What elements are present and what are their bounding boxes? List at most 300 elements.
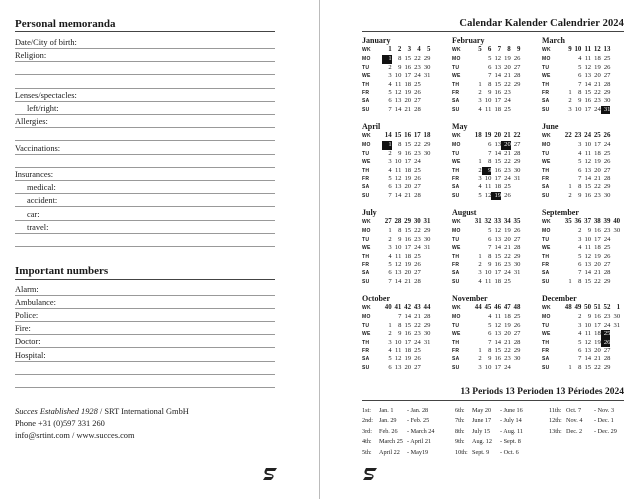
- day-label: TU: [452, 64, 460, 71]
- wk-label: WK: [452, 305, 461, 311]
- date-cell: 7: [578, 269, 582, 277]
- date-cell: [562, 236, 572, 244]
- date-cell: 3: [388, 158, 392, 166]
- date-cell: 12: [484, 191, 492, 199]
- date-cell: 6: [578, 166, 582, 174]
- date-cell: 24: [504, 174, 511, 182]
- week-number: 28: [394, 218, 402, 225]
- day-label: SU: [452, 364, 460, 371]
- form-line: [15, 155, 275, 168]
- date-cell: 9: [398, 235, 402, 243]
- day-row: [362, 167, 448, 175]
- date-cell: 26: [603, 63, 611, 71]
- day-label: TU: [362, 64, 370, 71]
- date-cell: 6: [388, 363, 392, 371]
- date-cell: 28: [513, 149, 521, 157]
- week-numbers-row: [542, 304, 628, 312]
- period-start: Sept. 9: [472, 448, 490, 456]
- day-row: [452, 158, 538, 166]
- month-november: [452, 294, 538, 372]
- date-cell: 8: [578, 363, 582, 371]
- day-label: TU: [362, 236, 370, 243]
- date-cell: 25: [603, 149, 611, 157]
- publisher-footer: [15, 406, 189, 442]
- date-cell: 17: [494, 363, 502, 371]
- day-label: SU: [542, 106, 550, 113]
- company-suffix: / SRT International GmbH: [97, 407, 189, 416]
- date-cell: 16: [404, 149, 412, 157]
- date-cell: 6: [388, 97, 392, 105]
- week-number: 9: [516, 46, 521, 53]
- date-cell: 1: [478, 80, 482, 88]
- date-cell: 27: [513, 330, 521, 338]
- date-cell: 21: [504, 72, 511, 80]
- date-cell: 12: [394, 88, 402, 96]
- date-cell: 23: [504, 260, 511, 268]
- highlighted-date: 20: [501, 141, 511, 149]
- month-september: [542, 208, 628, 286]
- period-start: April 22: [379, 448, 400, 456]
- date-cell: 19: [594, 63, 601, 71]
- date-cell: [562, 322, 572, 330]
- day-label: TH: [362, 339, 370, 346]
- day-row: [542, 175, 628, 183]
- date-cell: 5: [488, 227, 492, 235]
- date-cell: 2: [388, 149, 392, 157]
- date-cell: 27: [603, 166, 611, 174]
- form-line: [15, 234, 275, 247]
- date-cell: 29: [603, 88, 611, 96]
- date-cell: 20: [504, 235, 511, 243]
- wk-label: WK: [452, 219, 461, 225]
- highlighted-date: 31: [601, 106, 611, 114]
- date-cell: 29: [423, 321, 431, 329]
- week-number: 49: [574, 304, 582, 311]
- date-cell: 26: [414, 260, 421, 268]
- period-start: Jan. 29: [379, 417, 397, 425]
- week-numbers-row: [362, 304, 448, 312]
- date-cell: 24: [414, 72, 421, 80]
- month-december: [542, 294, 628, 372]
- form-line: [15, 194, 275, 207]
- date-cell: 11: [584, 55, 592, 63]
- date-cell: 7: [388, 191, 392, 199]
- week-number: 31: [423, 218, 431, 225]
- form-line: [15, 221, 275, 234]
- date-cell: 12: [584, 252, 592, 260]
- day-label: TH: [452, 167, 460, 174]
- date-cell: 12: [584, 338, 592, 346]
- date-cell: [511, 97, 521, 105]
- day-label: FR: [452, 261, 460, 268]
- date-cell: 25: [504, 183, 511, 191]
- date-cell: 3: [388, 338, 392, 346]
- date-cell: 7: [488, 338, 492, 346]
- date-cell: 27: [414, 363, 421, 371]
- date-cell: 22: [414, 55, 421, 63]
- day-row: [542, 236, 628, 244]
- date-cell: 20: [594, 72, 601, 80]
- date-cell: 26: [414, 174, 421, 182]
- date-cell: 30: [423, 149, 431, 157]
- date-cell: 19: [504, 55, 511, 63]
- week-number: 26: [603, 132, 611, 139]
- day-row: [362, 141, 448, 149]
- day-row: [452, 236, 538, 244]
- week-number: 50: [584, 304, 592, 311]
- week-number: 40: [613, 218, 621, 225]
- week-numbers-row: [542, 46, 628, 54]
- day-label: MO: [542, 228, 551, 235]
- date-cell: 3: [578, 235, 582, 243]
- day-row: [452, 227, 538, 235]
- date-cell: [511, 89, 521, 97]
- day-row: [542, 269, 628, 277]
- day-label: SA: [362, 356, 370, 363]
- date-cell: 24: [504, 97, 511, 105]
- day-row: [452, 244, 538, 252]
- date-cell: 17: [404, 244, 412, 252]
- date-cell: [421, 167, 431, 175]
- date-cell: [382, 313, 392, 321]
- wk-label: WK: [362, 219, 371, 225]
- date-cell: 11: [584, 149, 592, 157]
- date-cell: 12: [584, 158, 592, 166]
- date-cell: 28: [414, 277, 421, 285]
- day-label: SA: [452, 356, 460, 363]
- week-number: 42: [404, 304, 412, 311]
- date-cell: 26: [414, 355, 421, 363]
- highlighted-date: 25: [601, 330, 611, 338]
- form-label: Date/City of birth:: [15, 38, 77, 47]
- date-cell: 15: [494, 80, 502, 88]
- date-cell: [610, 364, 620, 372]
- date-cell: 25: [504, 105, 511, 113]
- date-cell: 2: [478, 166, 482, 174]
- day-label: TH: [362, 81, 370, 88]
- week-numbers-row: [362, 132, 448, 140]
- date-cell: 15: [494, 158, 502, 166]
- date-cell: 4: [388, 80, 392, 88]
- week-number: 45: [484, 304, 492, 311]
- date-cell: 31: [423, 338, 431, 346]
- period-row: [549, 427, 622, 437]
- date-cell: 7: [488, 244, 492, 252]
- week-number: 8: [507, 46, 511, 53]
- period-end: - Aug. 11: [500, 427, 523, 435]
- day-label: FR: [452, 347, 460, 354]
- date-cell: 25: [513, 313, 521, 321]
- day-row: [362, 278, 448, 286]
- month-march: [542, 36, 628, 114]
- week-number: 1: [616, 304, 621, 311]
- date-cell: 8: [398, 141, 402, 149]
- date-cell: [562, 269, 572, 277]
- day-row: [362, 106, 448, 114]
- week-number: 37: [584, 218, 592, 225]
- date-cell: [562, 253, 572, 261]
- form-line: [15, 142, 275, 155]
- week-number: 23: [574, 132, 582, 139]
- date-cell: 16: [494, 260, 502, 268]
- date-cell: [472, 141, 482, 149]
- date-cell: 17: [594, 141, 601, 149]
- week-number: 31: [474, 218, 482, 225]
- date-cell: 6: [578, 346, 582, 354]
- date-cell: 19: [404, 260, 412, 268]
- date-cell: 8: [578, 183, 582, 191]
- date-cell: 24: [414, 158, 421, 166]
- date-cell: [610, 253, 620, 261]
- date-cell: 13: [584, 260, 592, 268]
- date-cell: 12: [394, 260, 402, 268]
- period-row: [362, 448, 435, 458]
- date-cell: 2: [388, 235, 392, 243]
- day-label: FR: [542, 347, 550, 354]
- week-number: 44: [423, 304, 431, 311]
- date-cell: 17: [404, 72, 412, 80]
- date-cell: 16: [494, 355, 502, 363]
- day-label: TU: [452, 322, 460, 329]
- month-april: [362, 122, 448, 200]
- day-label: WE: [362, 245, 371, 252]
- period-row: [362, 406, 435, 416]
- period-number: 2nd:: [362, 417, 374, 425]
- form-label: Lenses/spectacles:: [15, 90, 77, 100]
- day-row: [542, 347, 628, 355]
- month-july: [362, 208, 448, 286]
- week-number: 22: [564, 132, 572, 139]
- date-cell: 5: [578, 252, 582, 260]
- date-cell: 14: [584, 80, 592, 88]
- date-cell: 16: [584, 191, 592, 199]
- date-cell: 29: [603, 363, 611, 371]
- highlighted-date: 1: [382, 55, 392, 63]
- date-cell: 25: [414, 252, 421, 260]
- date-cell: 15: [584, 363, 592, 371]
- form-label: left/right:: [27, 104, 59, 113]
- day-label: MO: [362, 228, 371, 235]
- date-cell: 5: [488, 321, 492, 329]
- date-cell: 24: [603, 141, 611, 149]
- date-cell: 16: [594, 313, 601, 321]
- day-row: [452, 355, 538, 363]
- date-cell: 11: [395, 166, 402, 174]
- date-cell: 11: [485, 277, 492, 285]
- date-cell: [610, 269, 620, 277]
- day-label: SA: [542, 98, 550, 105]
- week-number: 21: [503, 132, 511, 139]
- period-start: Oct. 7: [566, 407, 582, 414]
- date-cell: 28: [423, 313, 431, 321]
- date-cell: [421, 175, 431, 183]
- week-number: 33: [494, 218, 502, 225]
- date-cell: 24: [603, 235, 611, 243]
- wk-label: WK: [542, 219, 551, 225]
- date-cell: 4: [478, 183, 482, 191]
- date-cell: 6: [388, 183, 392, 191]
- date-cell: 7: [398, 313, 402, 321]
- date-cell: 8: [398, 227, 402, 235]
- day-row: [542, 244, 628, 252]
- week-number: 43: [413, 304, 421, 311]
- date-cell: 3: [388, 244, 392, 252]
- date-cell: 22: [414, 227, 421, 235]
- date-cell: 14: [584, 174, 592, 182]
- date-cell: 20: [594, 346, 601, 354]
- date-cell: 24: [414, 244, 421, 252]
- date-cell: [421, 261, 431, 269]
- month-name: March: [542, 36, 565, 45]
- date-cell: 29: [513, 80, 521, 88]
- date-cell: [562, 227, 572, 235]
- date-cell: 13: [394, 97, 402, 105]
- date-cell: 18: [594, 149, 601, 157]
- date-cell: 22: [504, 346, 511, 354]
- date-cell: 31: [613, 321, 621, 329]
- day-row: [542, 322, 628, 330]
- date-cell: 19: [594, 158, 601, 166]
- date-cell: 13: [494, 63, 502, 71]
- week-number: 39: [603, 218, 611, 225]
- week-number: 38: [593, 218, 601, 225]
- date-cell: 14: [584, 269, 592, 277]
- date-cell: [610, 339, 620, 347]
- date-cell: [472, 55, 482, 63]
- date-cell: 28: [603, 355, 611, 363]
- date-cell: 25: [414, 346, 421, 354]
- week-numbers-row: [452, 46, 538, 54]
- date-cell: 20: [404, 269, 412, 277]
- date-cell: 17: [494, 174, 502, 182]
- day-row: [542, 89, 628, 97]
- period-start: Dec. 2: [566, 427, 583, 435]
- day-row: [542, 81, 628, 89]
- date-cell: 15: [404, 55, 412, 63]
- form-line: [15, 283, 275, 296]
- wk-label: WK: [362, 133, 371, 139]
- date-cell: 30: [613, 313, 621, 321]
- period-end: - July 14: [500, 417, 522, 425]
- date-cell: 23: [603, 227, 611, 235]
- date-cell: 29: [423, 141, 431, 149]
- periods-column: [549, 406, 622, 437]
- date-cell: 1: [478, 252, 482, 260]
- date-cell: 23: [414, 149, 421, 157]
- wk-label: WK: [542, 133, 551, 139]
- month-name: June: [542, 122, 559, 131]
- form-label: Police:: [15, 311, 39, 321]
- date-cell: 13: [494, 141, 502, 149]
- date-cell: 17: [404, 338, 412, 346]
- month-may: [452, 122, 538, 200]
- date-cell: 21: [594, 174, 601, 182]
- date-cell: 27: [513, 235, 521, 243]
- day-label: SA: [542, 184, 550, 191]
- date-cell: 2: [578, 227, 582, 235]
- day-row: [452, 364, 538, 372]
- date-cell: 8: [488, 80, 492, 88]
- form-line: [15, 102, 275, 115]
- date-cell: 20: [404, 97, 412, 105]
- form-line: [15, 296, 275, 309]
- period-end: - Jan. 28: [407, 407, 429, 414]
- week-number: 48: [513, 304, 521, 311]
- date-cell: 26: [603, 158, 611, 166]
- date-cell: [610, 236, 620, 244]
- date-cell: 18: [494, 183, 502, 191]
- day-row: [452, 313, 538, 321]
- day-label: FR: [452, 175, 460, 182]
- period-start: Aug. 12: [472, 438, 492, 446]
- date-cell: 2: [568, 191, 572, 199]
- date-cell: 7: [488, 149, 492, 157]
- form-line: [15, 208, 275, 221]
- date-cell: 19: [504, 227, 511, 235]
- week-number: 16: [404, 132, 412, 139]
- day-row: [452, 278, 538, 286]
- date-cell: [562, 64, 572, 72]
- date-cell: 12: [394, 355, 402, 363]
- date-cell: 25: [414, 166, 421, 174]
- date-cell: 14: [394, 277, 402, 285]
- date-cell: 14: [394, 105, 402, 113]
- date-cell: 10: [584, 321, 592, 329]
- date-cell: 6: [578, 72, 582, 80]
- day-label: TH: [452, 339, 460, 346]
- date-cell: 19: [594, 252, 601, 260]
- day-label: SA: [452, 98, 460, 105]
- week-number: 35: [564, 218, 572, 225]
- form-label: Hospital:: [15, 350, 46, 360]
- date-cell: 18: [404, 80, 412, 88]
- date-cell: 26: [603, 252, 611, 260]
- date-cell: [472, 244, 482, 252]
- day-row: [452, 347, 538, 355]
- day-label: FR: [452, 89, 460, 96]
- logo-icon: [262, 467, 278, 481]
- date-cell: 30: [513, 355, 521, 363]
- date-cell: 28: [414, 191, 421, 199]
- date-cell: [421, 364, 431, 372]
- form-label: Vaccinations:: [15, 143, 61, 153]
- date-cell: 16: [404, 235, 412, 243]
- day-row: [542, 183, 628, 191]
- day-label: WE: [542, 73, 551, 80]
- date-cell: 9: [398, 63, 402, 71]
- date-cell: 3: [478, 363, 482, 371]
- day-row: [362, 89, 448, 97]
- day-label: SU: [362, 192, 370, 199]
- date-cell: 13: [584, 346, 592, 354]
- week-number: 19: [484, 132, 492, 139]
- day-label: MO: [362, 142, 371, 149]
- period-end: - March 24: [407, 427, 435, 435]
- date-cell: [610, 330, 620, 338]
- period-start: Feb. 26: [379, 427, 398, 435]
- date-cell: 29: [423, 55, 431, 63]
- date-cell: [421, 81, 431, 89]
- form-label: Fire:: [15, 324, 31, 334]
- form-label: medical:: [27, 183, 56, 193]
- day-row: [362, 64, 448, 72]
- date-cell: 12: [394, 174, 402, 182]
- day-label: TU: [362, 150, 370, 157]
- date-cell: 18: [594, 330, 601, 338]
- form-line: [15, 335, 275, 348]
- date-cell: [472, 313, 482, 321]
- day-label: FR: [542, 89, 550, 96]
